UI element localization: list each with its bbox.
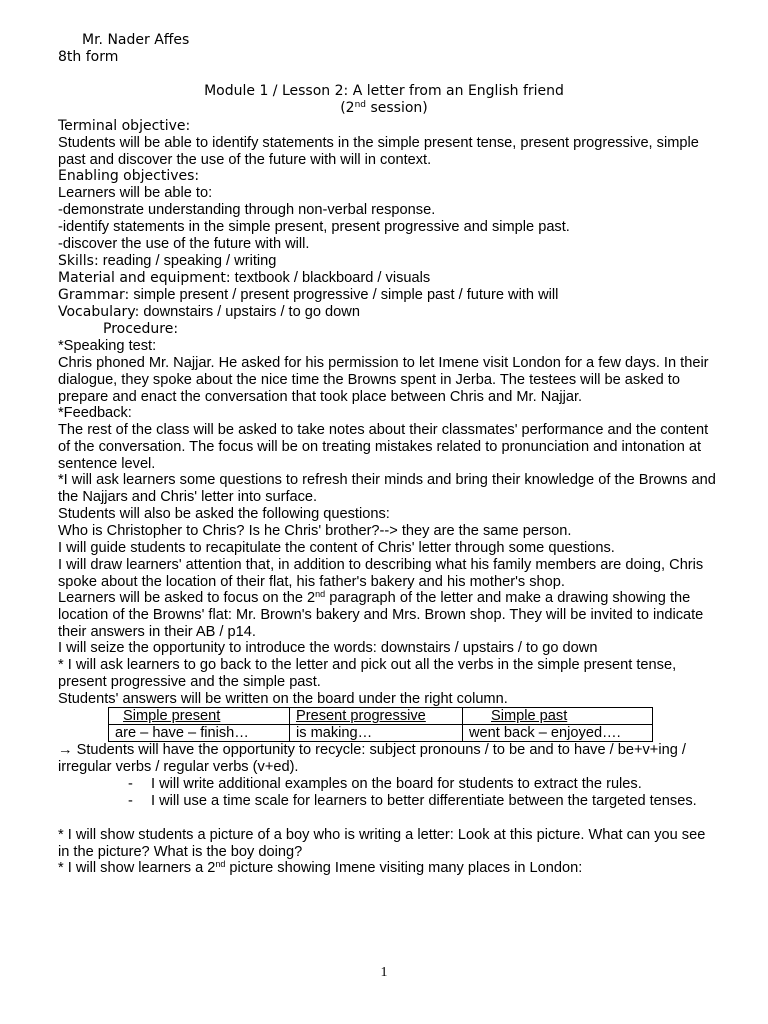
focus-text: Learners will be asked to focus on the 2nd paragraph of the letter and make a drawing showing the location of the Browns' flat: Mr. Brown's bakery and Mrs. Brown shop. They will be invited to indicate their answers in their AB / p14. — [58, 589, 704, 640]
table-row — [109, 725, 653, 742]
enabling-intro: Learners will be able to: — [58, 185, 213, 201]
table-header-cell: Present progressive — [290, 708, 463, 725]
bullet-item: I will write additional examples on the board for students to extract the rules. — [151, 776, 642, 792]
seize-text: I will seize the opportunity to introduce the words: downstairs / upstairs / to go down — [58, 640, 598, 656]
speaking-test-heading: *Speaking test: — [58, 338, 157, 354]
enabling-item: -identify statements in the simple present, present progressive and simple past. — [58, 219, 570, 235]
following-questions: Students will also be asked the following questions: — [58, 506, 390, 522]
lesson-title: Module 1 / Lesson 2: A letter from an English friend — [204, 83, 564, 99]
recycle-text: → Students will have the opportunity to recycle: subject pronouns / to be and to have / be+v+ing / irregular verbs / regular verbs (v+ed). — [58, 742, 686, 775]
table-cell: is making… — [290, 725, 463, 742]
table-cell: are – have – finish… — [109, 725, 290, 742]
bullet-item: I will use a time scale for learners to better differentiate between the targeted tenses. — [151, 793, 697, 809]
speaking-test-text: Chris phoned Mr. Najjar. He asked for his permission to let Imene visit London for a few days. In their dialogue, they spoke about the nice time the Browns spent in Jerba. The testees will be asked to prepare and enact the conversation that took place between Chris and Mr. Najjar. — [58, 355, 709, 405]
procedure-heading: Procedure: — [103, 321, 179, 337]
picture-one-text: * I will show students a picture of a boy who is writing a letter: Look at this picture. What can you see in the picture? What is the boy doing? — [58, 827, 706, 860]
grammar-line: Grammar: simple present / present progressive / simple past / future with will — [58, 287, 559, 303]
recap-text: I will guide students to recapitulate the content of Chris' letter through some questions. — [58, 540, 615, 556]
terminal-objective-heading: Terminal objective: — [58, 118, 191, 134]
teacher-name: Mr. Nader Affes — [82, 32, 190, 48]
feedback-text: The rest of the class will be asked to take notes about their classmates' performance and the content of the conversation. The focus will be on treating mistakes related to pronunciation and intonation at sentence level. — [58, 422, 709, 472]
enabling-item: -demonstrate understanding through non-verbal response. — [58, 202, 436, 218]
material-line: Material and equipment: textbook / blackboard / visuals — [58, 270, 431, 286]
vocabulary-line: Vocabulary: downstairs / upstairs / to go down — [58, 304, 360, 320]
enabling-item: -discover the use of the future with will. — [58, 236, 310, 252]
who-question: Who is Christopher to Chris? Is he Chris' brother?--> they are the same person. — [58, 523, 572, 539]
questions-text: *I will ask learners some questions to refresh their minds and bring their knowledge of the Browns and the Najjars and Chris' letter into surface. — [58, 472, 716, 505]
table-header-row — [109, 708, 653, 725]
bullet-dash: - — [128, 776, 133, 792]
feedback-heading: *Feedback: — [58, 405, 132, 421]
table-header-cell: Simple present — [109, 708, 290, 725]
attention-text: I will draw learners' attention that, in addition to describing what his family members are doing, Chris spoke about the location of their flat, his father's bakery and his mother's shop. — [58, 557, 704, 590]
verbs-text: * I will ask learners to go back to the letter and pick out all the verbs in the simple present tense, present progressive and the simple past. — [58, 657, 677, 690]
page-number: 1 — [380, 965, 388, 980]
table-cell: went back – enjoyed…. — [463, 725, 653, 742]
enabling-objectives-heading: Enabling objectives: — [58, 168, 200, 184]
answers-written-text: Students' answers will be written on the board under the right column. — [58, 691, 508, 707]
table-header-cell: Simple past — [463, 708, 653, 725]
picture-two-text: * I will show learners a 2nd picture showing Imene visiting many places in London: — [58, 859, 583, 876]
skills-line: Skills: reading / speaking / writing — [58, 253, 277, 269]
session-line: (2nd session) — [340, 100, 428, 116]
form-level: 8th form — [58, 49, 119, 65]
tense-table — [108, 707, 653, 742]
bullet-dash: - — [128, 793, 133, 809]
terminal-objective-text: Students will be able to identify statements in the simple present tense, present progressive, simple past and discover the use of the future with will in context. — [58, 135, 699, 168]
